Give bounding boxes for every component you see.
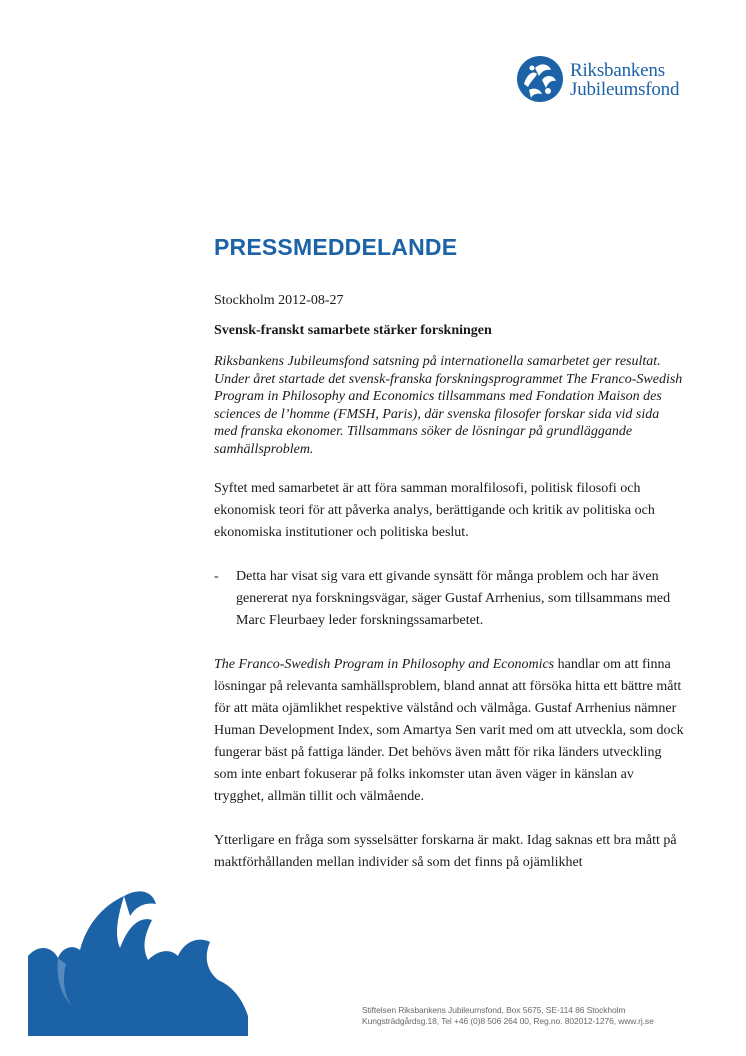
logo-line-1: Riksbankens — [570, 60, 665, 81]
paragraph-purpose: Syftet med samarbetet är att föra samman moralfilosofi, politisk filosofi och ekonomisk teori för att påverka analys, berättigande och kritik av politiska och ekonomiska institutioner och politiska beslut. — [214, 481, 655, 540]
rj-logo — [515, 54, 685, 104]
lead-paragraph: Riksbankens Jubileumsfond satsning på internationella samarbetet ger resultat. Under året startade det svensk-franska forskningsprogrammet The Franco-Swedish Program in Philosophy and Economics tillsammans med Fondation Maison des sciences de l’homme (FMSH, Paris), där svenska filosofer forskar sida vid sida med franska ekonomer. Tillsammans söker de lösningar på grundläggande samhällsproblem. — [214, 354, 683, 457]
logo-wordmark — [570, 61, 679, 99]
document-title: PRESSMEDDELANDE — [214, 234, 458, 260]
headline: Svensk-franskt samarbete stärker forskningen — [214, 323, 492, 338]
quote-paragraph — [214, 566, 684, 632]
wave-decoration-icon — [28, 886, 248, 1036]
rj-emblem-icon — [515, 54, 565, 104]
paragraph-power: Ytterligare en fråga som sysselsätter forskarna är makt. Idag saknas ett bra mått på maktförhållanden mellan individer så som det finns på ojämlikhet — [214, 833, 677, 870]
footer-line-1: Stiftelsen Riksbankens Jubileumsfond, Box 5675, SE-114 86 Stockholm — [362, 1005, 626, 1015]
quote-text: Detta har visat sig vara ett givande synsätt för många problem och har även genererat nya forskningsvägar, säger Gustaf Arrhenius, som tillsammans med Marc Fleurbaey leder forskningssamarbetet. — [236, 569, 671, 628]
logo-line-2: Jubileumsfond — [570, 79, 680, 100]
quote-dash: - — [214, 569, 219, 584]
footer-address — [362, 1005, 654, 1027]
program-name: The Franco-Swedish Program in Philosophy and Economics — [214, 657, 555, 672]
dateline: Stockholm 2012-08-27 — [214, 293, 344, 308]
paragraph-program-text: handlar om att finna lösningar på relevanta samhällsproblem, bland annat att försöka hitta ett bättre mått för att mäta ojämlikhet respektive välstånd och välmåga. Gustaf Arrhenius nämner Human Development Index, som Amartya Sen varit med om att utveckla, som dock fungerar bäst på fattiga länder. Det behövs även mått för rika länders utveckling som inte enbart fokuserar på folks inkomster utan även väger in känslan av trygghet, allmän tillit och välmående. — [214, 657, 684, 804]
press-release-body — [214, 234, 684, 896]
paragraph-program — [214, 654, 684, 808]
footer-line-2: Kungsträdgårdsg.18, Tel +46 (0)8 506 264 00, Reg.no. 802012-1276, www.rj.se — [362, 1016, 654, 1026]
